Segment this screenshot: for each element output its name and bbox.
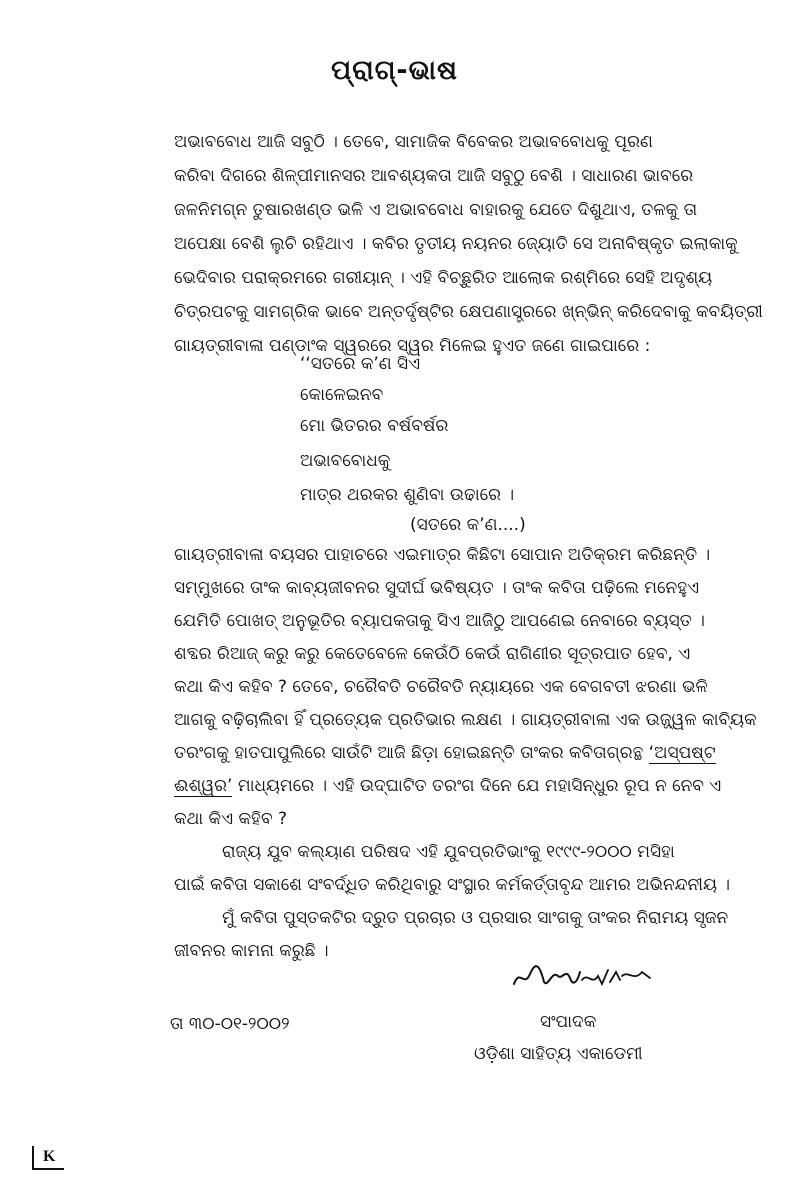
text-line: ସମ୍ମୁଖରେ ତାଂକ କାବ୍ୟଜୀବନର ସୁଦୀର୍ଘ ଭବିଷ୍ୟତ । ତାଂକ କବିତା ପଢ଼ିଲେ ମନେହୁଏ <box>174 578 700 598</box>
text-line <box>174 771 721 801</box>
text-line: ଗାୟତ୍ରୀବାଳା ପଣ୍ଡାଂକ ସ୍ୱରରେ ସ୍ୱର ମିଳେଇ ହୁଏତ ଜଣେ ଗାଇପାରେ : <box>174 336 651 356</box>
text-line: ଗାୟତ୍ରୀବାଳା ବୟସର ପାହାଚରେ ଏଇମାତ୍ର କିଛିଟା ସୋପାନ ଅତିକ୍ରମ କରିଛନ୍ତି । <box>174 545 711 565</box>
text-line: ଜୀବନର କାମନା କରୁଛି । <box>174 941 329 961</box>
text-line: ଯେମିତି ପୋଖତ୍ ଅନୁଭୂତିର ବ୍ୟାପକତାକୁ ସିଏ ଆଜିଠୁ ଆପଣେଇ ନେବାରେ ବ୍ୟସ୍ତ । <box>174 611 705 631</box>
editor-role: ସଂପାଦକ <box>540 1012 597 1032</box>
text-line: ଶବ୍ଦର ରିଆଜ୍ କରୁ କରୁ କେତେବେଳେ କେଉଁଠି କେଉଁ ରାଗିଣୀର ସୂତ୍ରପାତ ହେବ, ଏ <box>174 644 691 664</box>
text-fragment: ତରଂଗକୁ ହାତପାପୁଲିରେ ସାଉଁଟି ଆଜି ଛିଡ଼ା ହୋଇଛନ୍ତି ତାଂକର କବିତାଗ୍ରନ୍ଥ <box>174 743 644 763</box>
page-title: ପ୍ରାଗ୍-ଭାଷ <box>331 55 458 86</box>
document-date: ତା ୩୦-୦୧-୨୦୦୨ <box>170 1014 290 1034</box>
text-line <box>174 738 716 768</box>
text-line: କଥା କିଏ କହିବ ? ତେବେ, ଚରୈବତି ଚରୈବତି ନ୍ୟାୟରେ ଏକ ବେଗବତୀ ଝରଣା ଭଳି <box>174 677 708 697</box>
poem-line: ମୋ ଭିତରର ବର୍ଷବର୍ଷର <box>300 416 449 436</box>
text-line: ଭେଦିବାର ପରାକ୍ରମରେ ଗରୀୟାନ୍ । ଏହି ବିଚ୍ଛୁରିତ ଆଲୋକ ରଶ୍ମିରେ ସେହି ଅଦୃଶ୍ୟ <box>174 268 713 288</box>
book-title-part1: ‘ଅସ୍ପଷ୍ଟ <box>648 743 716 763</box>
book-title-part2: ଈଶ୍ୱର’ <box>174 776 233 796</box>
poem-line: ଅଭାବବୋଧକୁ <box>300 451 391 471</box>
text-line: ଚିତ୍ରପଟକୁ ସାମଗ୍ରିକ ଭାବେ ଅନ୍ତର୍ଦୃଷ୍ଟିର କ୍ଷେପଣାସ୍ତ୍ରରେ ଖ୍ନ୍‌ଭିନ୍ କରିଦେବାକୁ କବୟିତ୍ରୀ <box>174 302 763 322</box>
text-line: କଥା କିଏ କହିବ ? <box>174 809 287 829</box>
handwritten-signature <box>510 958 660 994</box>
text-line: ମୁଁ କବିତା ପୁସ୍ତକଟିର ଦ୍ରୁତ ପ୍ରଚାର ଓ ପ୍ରସାର ସାଂଗକୁ ତାଂକର ନିରାମୟ ସୃଜନ <box>222 908 729 928</box>
text-line: ରାଜ୍ୟ ଯୁବ କଲ୍ୟାଣ ପରିଷଦ ଏହି ଯୁବପ୍ରତିଭାଂକୁ ୧୯୯୯-୨୦୦୦ ମସିହା <box>222 842 675 862</box>
text-line: ଅପେକ୍ଷା ବେଶି ଲୁଚି ରହିଥାଏ । କବିର ତୃତୀୟ ନୟନର ଜ୍ୟୋତି ସେ ଅନାବିଷ୍କୃତ ଇଲାକାକୁ <box>174 234 738 254</box>
text-line: ଅଭାବବୋଧ ଆଜି ସବୁଠି । ତେବେ, ସାମାଜିକ ବିବେକର ଅଭାବବୋଧକୁ ପୂରଣ <box>174 132 653 152</box>
poem-line: କୋଳେଇନବ <box>300 385 384 405</box>
text-line: ପାଇଁ କବିତା ସକାଶେ ସଂବର୍ଦ୍ଧିତ କରିଥିବାରୁ ସଂସ୍ଥାର କର୍ମକର୍ତ୍ତାବୃନ୍ଦ ଆମର ଅଭିନନ୍ଦନୀୟ । <box>174 875 731 895</box>
text-line: କରିବା ଦିଗରେ ଶିଳ୍ପୀମାନସର ଆବଶ୍ୟକତା ଆଜି ସବୁଠୁ ବେଶି । ସାଧାରଣ ଭାବରେ <box>174 166 694 186</box>
poem-credit: (ସତରେ କ’ଣ....) <box>410 515 526 535</box>
text-line: ଜଳନିମଗ୍ନ ତୁଷାରଖଣ୍ଡ ଭଳି ଏ ଅଭାବବୋଧ ବାହାରକୁ ଯେତେ ଦିଶୁଥାଏ, ତଳକୁ ତା <box>174 200 698 220</box>
page-mark-label: K <box>43 1148 56 1165</box>
organization-name: ଓଡ଼ିଶା ସାହିତ୍ୟ ଏକାଡେମୀ <box>474 1044 643 1064</box>
text-line: ଆଗକୁ ବଢ଼ିଚାଲିବା ହିଁ ପ୍ରତ୍ୟେକ ପ୍ରତିଭାର ଲକ୍ଷଣ । ଗାୟତ୍ରୀବାଳା ଏକ ଉଜ୍ଜ୍ୱଳ କାବ୍ୟିକ <box>174 710 757 730</box>
text-fragment: ମାଧ୍ୟମରେ । ଏହି ଉଦ୍‌ଘାଟିତ ତରଂଗ ଦିନେ ଯେ ମହାସିନ୍ଧୁର ରୂପ ନ ନେବ ଏ <box>232 776 722 796</box>
poem-line: ‘‘ସତରେ କ’ଣ ସିଏ <box>300 354 421 374</box>
poem-line: ମାତ୍ର ଥରକର ଶୁଣିବା ଉଢାରେ । <box>300 485 515 505</box>
